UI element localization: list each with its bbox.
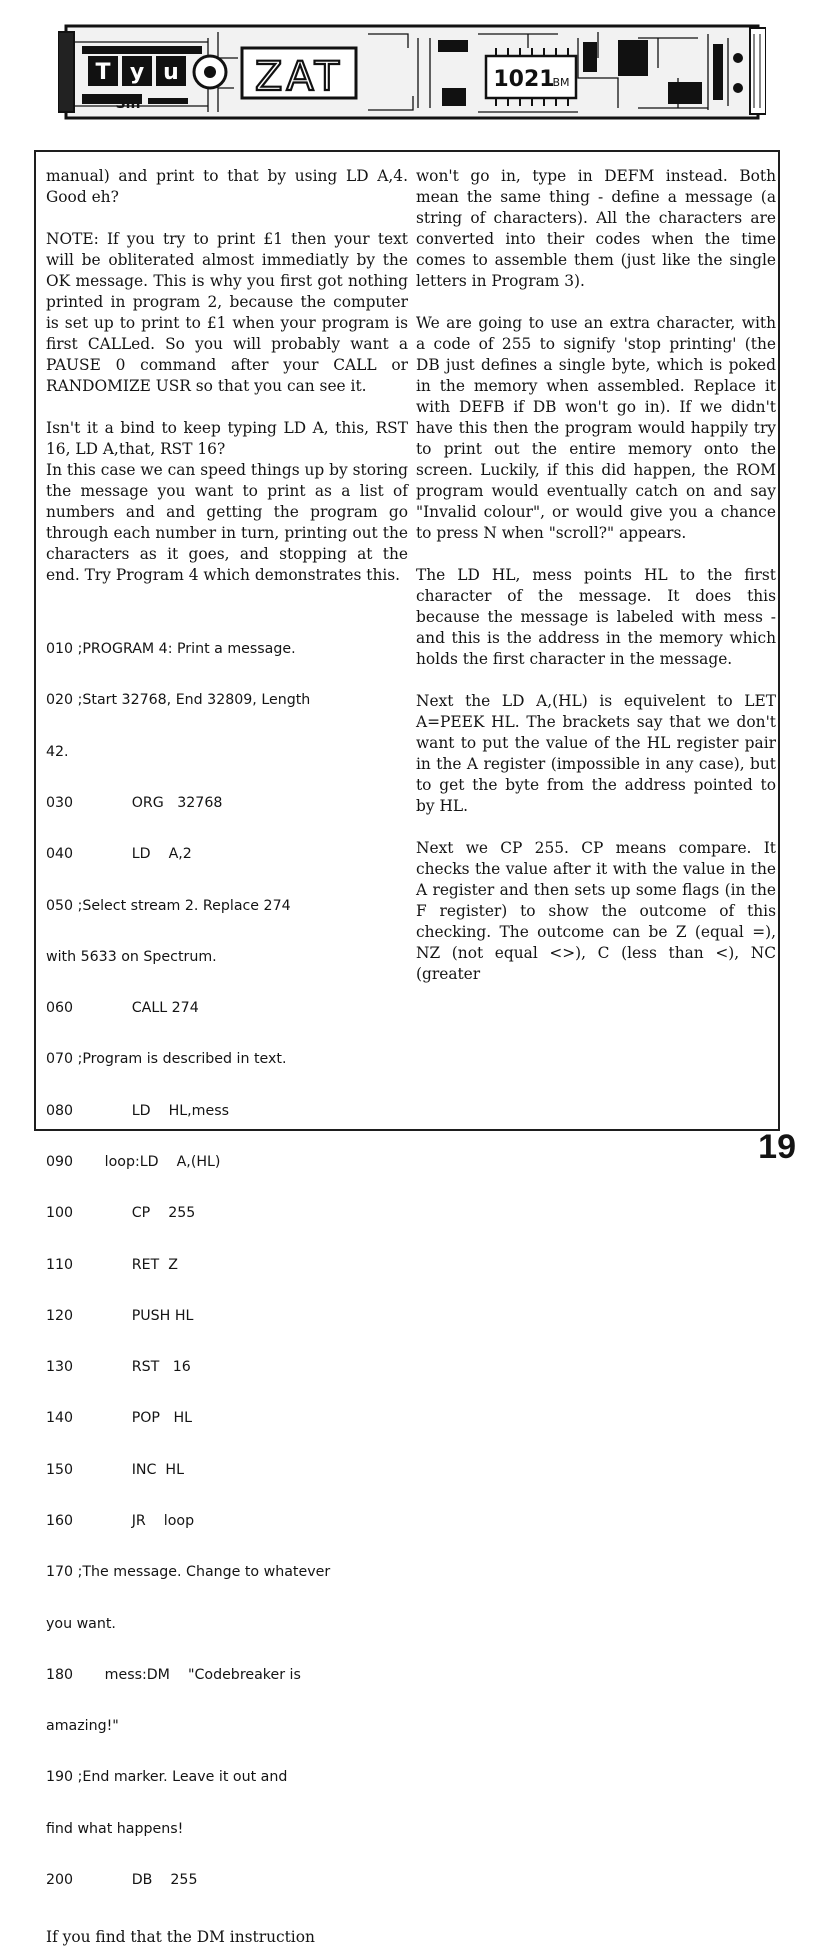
code-line: you want. [46,1615,116,1632]
code-line: 200 DB 255 [46,1871,198,1888]
code-line: 080 LD HL,mess [46,1102,229,1119]
code-line: 190 ;End marker. Leave it out and [46,1769,288,1786]
chip-label: 1021 [493,67,555,92]
paragraph: Next the LD A,(HL) is equivelent to LET A=PEEK HL. The brackets say that we don't want to put the value of the HL register pair in the A register (impossible in any case), but to get the byte from the address pointed to by HL. [416,692,776,815]
code-line: 020 ;Start 32768, End 32809, Length [46,692,311,709]
paragraph: NOTE: If you try to print £1 then your text will be obliterated almost immediatly by the OK message. This is why you first got nothing printed in program 2, because the computer is set up to print to £1 when your program is first CALLed. So you will probably want a PAUSE 0 command after your CALL or RANDOMIZE USR so that you can see it. [46,230,408,395]
paragraph: won't go in, type in DEFM instead. Both mean the same thing - define a message (a string of characters). All the characters are converted into their codes when the time comes to assemble them (just like the single letters in Program 3). [416,167,776,290]
paragraph: Next we CP 255. CP means compare. It checks the value after it with the value in the A register and then sets up some flags (in the F register) to show the outcome of this checking. The outcome can be Z (equal =), NZ (not equal <>), C (less than <), NC (greater [416,839,776,983]
code-line: 42. [46,743,69,760]
code-line: 060 CALL 274 [46,1000,199,1017]
zat-header-banner [58,18,766,126]
logo-subtext: Sin [115,96,141,112]
paragraph: Isn't it a bind to keep typing LD A, this, RST 16, LD A,that, RST 16? [46,419,408,458]
paragraph: In this case we can speed things up by storing the message you want to print as a list of numbers and and getting the program go through each number in turn, printing out the characters as it goes, and stopping at the end. Try Program 4 which demonstrates this. [46,461,408,584]
code-line: 130 RST 16 [46,1359,191,1376]
code-line: find what happens! [46,1820,184,1837]
code-line: 180 mess:DM "Codebreaker is [46,1666,301,1683]
paragraph: We are going to use an extra character, with a code of 255 to signify 'stop printing' (the DB just defines a single byte, which is poked in the memory when assembled. Replace it with DEFB if DB won't go in). If we didn't have this then the program would happily try to print out the entire memory onto the screen. Luckily, if this did happen, the ROM program would eventually catch on and say "Invalid colour", or would give you a chance to press N when "scroll?" appears. [416,314,776,542]
code-line: 110 RET Z [46,1256,178,1273]
paragraph: If you find that the DM instruction [46,1928,315,1947]
header-title: ZAT [254,54,344,100]
code-line: 150 INC HL [46,1461,185,1478]
code-listing [46,607,408,1923]
chip-suffix: BM [552,76,570,89]
code-line: amazing!" [46,1718,119,1735]
code-line: 170 ;The message. Change to whatever [46,1564,331,1581]
code-line: 050 ;Select stream 2. Replace 274 [46,897,291,914]
right-column [416,166,776,985]
code-line: 140 POP HL [46,1410,193,1427]
logo-tile-y: y [129,60,145,85]
code-line: 030 ORG 32768 [46,795,223,812]
code-line: 010 ;PROGRAM 4: Print a message. [46,641,296,658]
code-line: 070 ;Program is described in text. [46,1051,287,1068]
paragraph: manual) and print to that by using LD A,4. Good eh? [46,167,408,206]
logo-tile-t: T [95,60,111,85]
code-line: 090 loop:LD A,(HL) [46,1154,221,1170]
paragraph: The LD HL, mess points HL to the first character of the message. It does this because the message is labeled with mess - and this is the address in the memory which holds the first character in the message. [416,566,776,668]
left-column [46,166,408,1948]
code-line: 160 JR loop [46,1512,195,1529]
article-frame [34,150,780,1947]
code-line: 040 LD A,2 [46,846,192,863]
page-number: 19 [758,1128,796,1166]
code-line: with 5633 on Spectrum. [46,948,217,965]
logo-tile-u: u [163,60,179,85]
code-line: 120 PUSH HL [46,1307,194,1324]
code-line: 100 CP 255 [46,1205,196,1222]
